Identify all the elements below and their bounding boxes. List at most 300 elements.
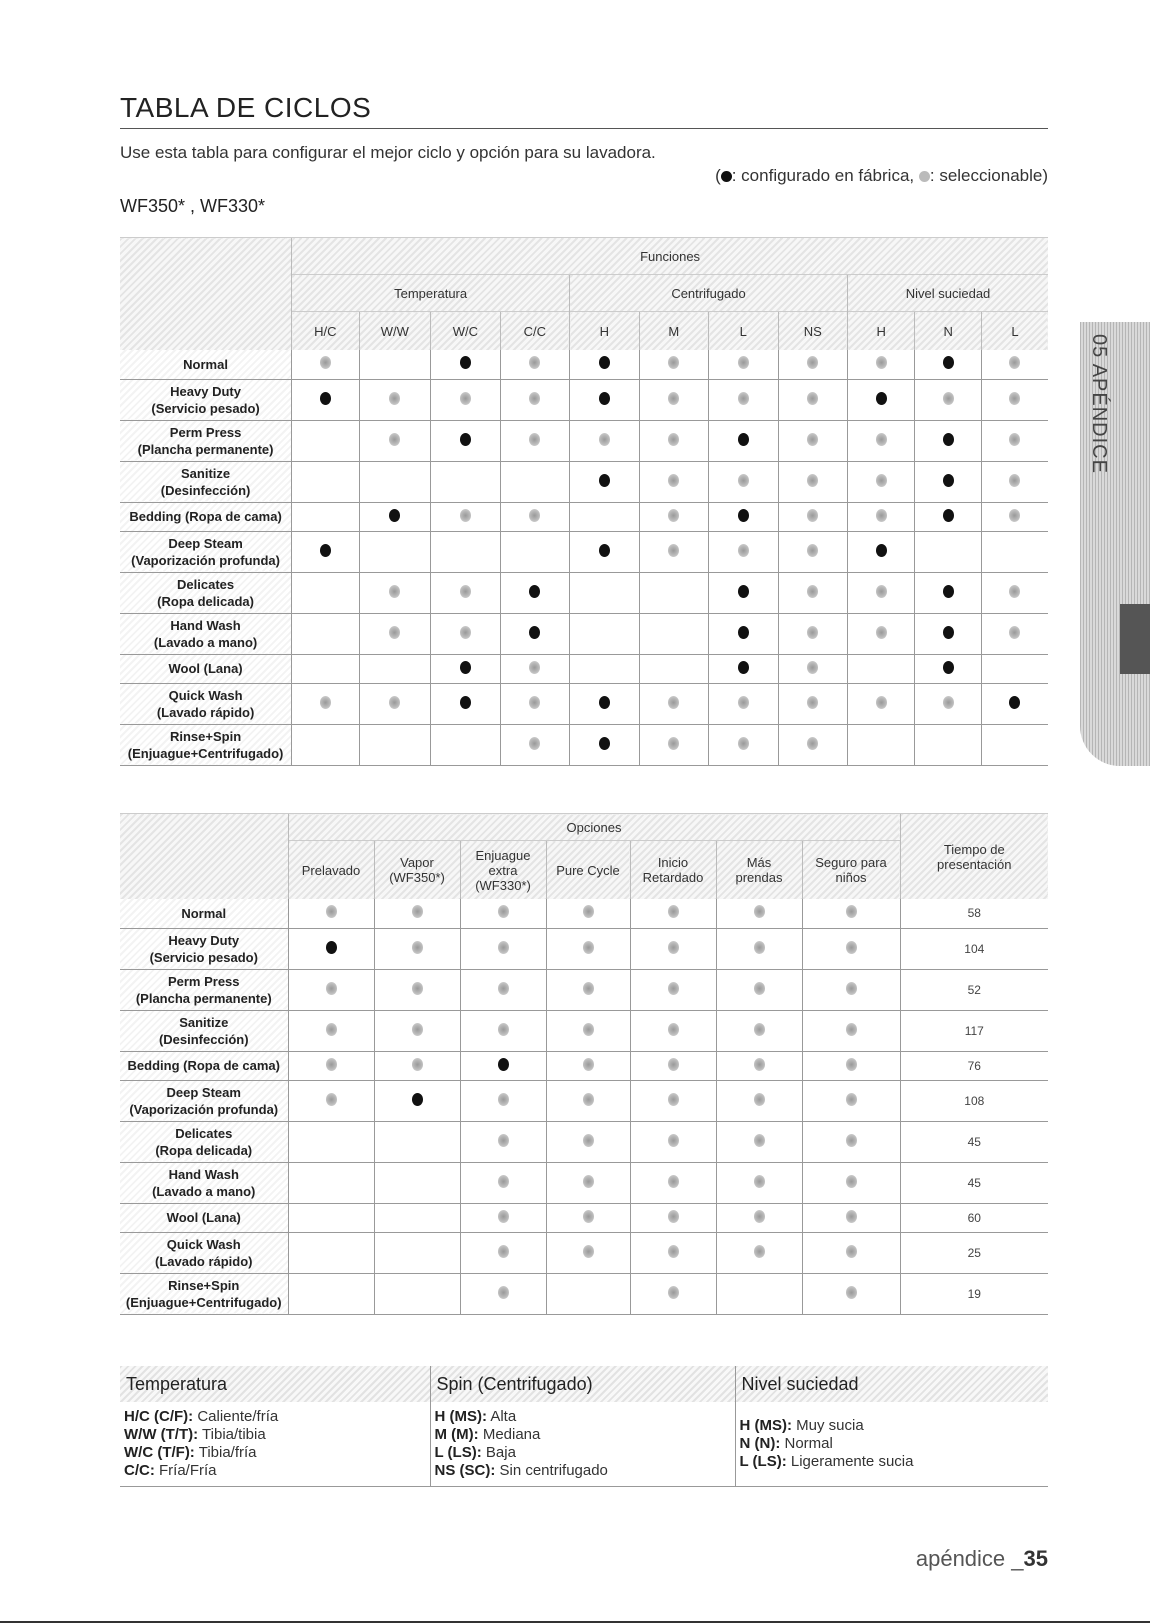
cycle-name-line: (Ropa delicada) [155,1142,253,1158]
key-abbreviation: NS (SC): [434,1462,496,1479]
selectable-dot-icon [1009,392,1020,405]
table-cell [546,1273,630,1314]
factory-setting-dot-icon [498,1058,509,1071]
table-cell [778,613,847,654]
table-cell [630,1010,716,1051]
table-cell [500,502,569,531]
option-column-header [630,841,716,900]
factory-setting-dot-icon [738,509,749,522]
cycle-time: 45 [900,1162,1048,1203]
key-meaning: Mediana [478,1426,541,1443]
cycle-name [120,572,292,613]
table-cell [570,683,639,724]
selectable-dot-icon [807,356,818,369]
cycle-name [120,1121,288,1162]
table-cell [288,1232,374,1273]
factory-setting-dot-icon [943,356,954,369]
table-cell [915,531,981,572]
table-cell [709,654,778,683]
selectable-dot-icon [876,696,887,709]
selectable-dot-icon [412,982,423,995]
cycle-name-line: Quick Wash [166,1236,241,1252]
table-cell [570,379,639,420]
selectable-dot-icon [326,1023,337,1036]
selectable-dot-icon [668,474,679,487]
table-row [120,1051,1048,1080]
cycle-name [120,1051,288,1080]
group-header: Opciones [288,814,900,841]
key-abbreviation: H (MS): [739,1417,792,1434]
table-cell [802,1203,900,1232]
selectable-dot-icon [668,509,679,522]
column-header: C/C [500,312,569,351]
table-cell [981,613,1048,654]
factory-setting-dot-icon [738,661,749,674]
cycle-name-line: (Enjuague+Centrifugado) [127,745,284,761]
table-cell [981,531,1048,572]
cycle-name-line: Sanitize [181,465,231,481]
table-cell [292,461,359,502]
table-cell [500,420,569,461]
table-cell [359,502,431,531]
factory-setting-dot-icon [529,626,540,639]
table-cell [981,461,1048,502]
selectable-dot-icon [807,433,818,446]
table-cell [630,1232,716,1273]
cycle-name-line: Rinse+Spin [169,728,242,744]
key-abbreviation: H (MS): [434,1408,487,1425]
cycle-name-line: Heavy Duty [170,383,241,399]
cycle-name [120,420,292,461]
table-cell [639,350,708,379]
table-row [120,379,1048,420]
option-header-line: Prelavado [301,862,361,878]
table-cell [639,379,708,420]
selectable-dot-icon [668,1023,679,1036]
selectable-dot-icon [529,737,540,750]
selectable-dot-icon [412,1058,423,1071]
table-cell [709,572,778,613]
table-row [120,1080,1048,1121]
selectable-dot-icon [807,737,818,750]
table-corner [120,814,288,900]
table-cell [359,724,431,765]
selectable-dot-icon [583,1210,594,1223]
selectable-dot-icon [412,941,423,954]
table-cell [630,969,716,1010]
table-cell [709,461,778,502]
table-cell [374,1162,460,1203]
table-cell [915,572,981,613]
selectable-dot-icon [583,1023,594,1036]
selectable-dot-icon [498,1023,509,1036]
selectable-dot-icon [1009,356,1020,369]
table-cell [802,1162,900,1203]
table-cell [570,724,639,765]
selectable-dot-icon [498,1175,509,1188]
table-cell [546,928,630,969]
table-cell [630,1080,716,1121]
table-cell [802,1051,900,1080]
key-abbreviation: W/W (T/T): [124,1426,199,1443]
table-cell [709,420,778,461]
table-cell [460,1051,546,1080]
selectable-dot-icon [389,433,400,446]
option-column-header [460,841,546,900]
key-abbreviation: N (N): [739,1435,781,1452]
table-cell [802,969,900,1010]
table-cell [630,1273,716,1314]
cycle-name-line: Bedding (Ropa de cama) [129,509,282,524]
table-cell [848,572,915,613]
cycle-name-line: Normal [181,905,227,921]
selectable-dot-icon [460,392,471,405]
selectable-dot-icon [846,1286,857,1299]
table-cell [639,613,708,654]
table-cell [359,461,431,502]
selectable-dot-icon [529,433,540,446]
selectable-dot-icon [668,905,679,918]
cycle-name-line: (Ropa delicada) [157,593,254,609]
table-cell [915,350,981,379]
table-cell [802,1080,900,1121]
selectable-dot-icon [807,585,818,598]
legend-open: ( [715,166,721,185]
selectable-dot-icon [919,171,930,182]
factory-setting-dot-icon [738,626,749,639]
table-cell [374,928,460,969]
table-cell [778,654,847,683]
table-cell [500,654,569,683]
factory-setting-dot-icon [599,544,610,557]
factory-setting-dot-icon [943,509,954,522]
column-header: M [639,312,708,351]
table-cell [639,724,708,765]
table-cell [802,1121,900,1162]
selectable-dot-icon [389,585,400,598]
table-cell [546,899,630,928]
cycle-time: 108 [900,1080,1048,1121]
column-header: W/C [431,312,500,351]
selectable-dot-icon [668,737,679,750]
table-cell [292,379,359,420]
selectable-dot-icon [668,1134,679,1147]
selectable-dot-icon [1009,626,1020,639]
key-meaning: Tibia/fría [194,1444,257,1461]
table-row [120,613,1048,654]
table-cell [288,899,374,928]
table-cell [778,350,847,379]
selectable-dot-icon [498,941,509,954]
table-cell [292,420,359,461]
key-meaning: Ligeramente sucia [786,1453,914,1470]
cycle-time: 60 [900,1203,1048,1232]
key-abbreviation: H/C (C/F): [124,1408,194,1425]
cycle-name-line: (Servicio pesado) [151,400,260,416]
key-column [430,1402,735,1487]
selectable-dot-icon [876,474,887,487]
option-column-header [374,841,460,900]
table-cell [288,1121,374,1162]
table-cell [802,1273,900,1314]
table-cell [546,1232,630,1273]
table-cell [546,1121,630,1162]
table-cell [431,572,500,613]
table-cell [915,502,981,531]
selectable-dot-icon [599,433,610,446]
cycle-name-line: Wool (Lana) [166,1210,241,1225]
subgroup-header: Centrifugado [570,275,848,312]
cycle-time: 104 [900,928,1048,969]
selectable-dot-icon [1009,585,1020,598]
selectable-dot-icon [738,737,749,750]
table-cell [460,899,546,928]
factory-setting-dot-icon [738,433,749,446]
table-cell [292,654,359,683]
table-cell [570,420,639,461]
table-cell [288,1273,374,1314]
table-row [120,1162,1048,1203]
page-footer [916,1546,1048,1572]
cycle-name-line: Hand Wash [170,617,241,633]
table-cell [292,572,359,613]
option-header-line: Pure Cycle [556,862,620,878]
table-cell [630,928,716,969]
cycle-name-line: (Desinfección) [160,482,251,498]
table-cell [500,379,569,420]
table-cell [292,683,359,724]
key-abbreviation: L (LS): [739,1453,787,1470]
selectable-dot-icon [412,1023,423,1036]
cycle-name-line: (Servicio pesado) [149,949,258,965]
table-cell [915,683,981,724]
cycle-name-line: Quick Wash [168,687,243,703]
table-cell [848,350,915,379]
selectable-dot-icon [754,941,765,954]
cycle-name [120,928,288,969]
table-cell [716,1203,802,1232]
option-header-line: niños [835,870,867,885]
chapter-side-label: 05 APÉNDICE [1088,334,1110,474]
selectable-dot-icon [668,1058,679,1071]
selectable-dot-icon [668,392,679,405]
factory-setting-dot-icon [320,544,331,557]
selectable-dot-icon [498,1286,509,1299]
table-cell [500,350,569,379]
cycle-name [120,1162,288,1203]
subgroup-header: Temperatura [292,275,570,312]
table-cell [639,531,708,572]
table-cell [639,461,708,502]
table-cell [716,969,802,1010]
selectable-dot-icon [754,1175,765,1188]
cycle-name-line: (Desinfección) [158,1031,249,1047]
table-cell [359,531,431,572]
cycle-name-line: Wool (Lana) [168,661,243,676]
selectable-dot-icon [876,585,887,598]
table-cell [570,531,639,572]
selectable-dot-icon [876,356,887,369]
selectable-dot-icon [668,356,679,369]
key-header: Temperatura [120,1366,430,1402]
table-cell [848,531,915,572]
table-cell [981,654,1048,683]
selectable-dot-icon [498,905,509,918]
table-cell [716,1273,802,1314]
column-header: W/W [359,312,431,351]
selectable-dot-icon [460,626,471,639]
cycle-name [120,502,292,531]
cycle-time: 52 [900,969,1048,1010]
table-cell [288,969,374,1010]
table-cell [639,572,708,613]
table-cell [460,1162,546,1203]
selectable-dot-icon [583,1093,594,1106]
cycle-name-line: (Lavado a mano) [152,1183,256,1199]
selectable-dot-icon [583,905,594,918]
selectable-dot-icon [583,1134,594,1147]
key-abbreviation: W/C (T/F): [124,1444,195,1461]
table-cell [359,654,431,683]
cycle-time: 25 [900,1232,1048,1273]
table-cell [431,613,500,654]
table-cell [374,1080,460,1121]
table-cell [778,461,847,502]
option-header-line: (WF330*) [475,877,531,893]
legend-default-label: : configurado en fábrica, [731,166,915,185]
cycle-time: 19 [900,1273,1048,1314]
table-cell [570,502,639,531]
cycle-name-line: (Vaporización profunda) [131,552,280,568]
selectable-dot-icon [846,1245,857,1258]
selectable-dot-icon [498,1093,509,1106]
factory-setting-dot-icon [943,433,954,446]
table-cell [374,899,460,928]
key-header: Nivel suciedad [735,1366,1048,1402]
table-cell [630,1203,716,1232]
selectable-dot-icon [754,1093,765,1106]
selectable-dot-icon [943,696,954,709]
cycle-name [120,1273,288,1314]
cycle-name-line: Perm Press [167,973,240,989]
selectable-dot-icon [738,544,749,557]
bottom-rule [0,1621,1150,1623]
selectable-dot-icon [1009,474,1020,487]
cycle-time: 58 [900,899,1048,928]
selectable-dot-icon [460,585,471,598]
cycle-name-line: Heavy Duty [168,932,240,948]
table-cell [500,531,569,572]
selectable-dot-icon [738,356,749,369]
table-cell [915,654,981,683]
option-header-line: Seguro para [815,855,887,870]
table-cell [778,683,847,724]
selectable-dot-icon [738,474,749,487]
table-row [120,461,1048,502]
selectable-dot-icon [668,1210,679,1223]
selectable-dot-icon [320,696,331,709]
table-cell [460,969,546,1010]
table-cell [848,613,915,654]
table-cell [570,572,639,613]
table-cell [374,1051,460,1080]
factory-setting-dot-icon [326,941,337,954]
table-cell [460,1232,546,1273]
factory-setting-dot-icon [599,696,610,709]
key-meaning: Baja [481,1444,516,1461]
cycle-name-line: (Plancha permanente) [137,441,274,457]
table-cell [374,969,460,1010]
table-cell [431,350,500,379]
selectable-dot-icon [807,696,818,709]
table-cell [546,1203,630,1232]
table-row [120,969,1048,1010]
table-cell [639,502,708,531]
table-cell [431,379,500,420]
table-cell [716,1162,802,1203]
table-cell [716,1080,802,1121]
cycle-name-line: (Lavado rápido) [154,1253,253,1269]
option-header-line: Vapor [400,855,434,870]
key-meaning: Normal [780,1435,833,1452]
table-cell [359,350,431,379]
title-rule [120,128,1048,129]
table-row [120,1203,1048,1232]
table-cell [431,724,500,765]
selectable-dot-icon [738,392,749,405]
table-cell [359,572,431,613]
cycle-name [120,899,288,928]
side-tab-marker [1120,604,1150,674]
selectable-dot-icon [668,544,679,557]
table-row [120,654,1048,683]
cycle-name-line: (Lavado rápido) [156,704,255,720]
factory-setting-dot-icon [943,585,954,598]
table-cell [716,1232,802,1273]
option-column-header [546,841,630,900]
table-cell [630,1121,716,1162]
table-cell [431,531,500,572]
factory-setting-dot-icon [389,509,400,522]
selectable-dot-icon [807,474,818,487]
cycle-name-line: Delicates [175,1125,233,1141]
cycle-name-line: (Enjuague+Centrifugado) [125,1294,282,1310]
table-row [120,502,1048,531]
cycle-name [120,1010,288,1051]
table-cell [915,461,981,502]
table-cell [802,928,900,969]
table-cell [570,613,639,654]
key-abbreviation: L (LS): [434,1444,482,1461]
table-corner [120,238,292,351]
selectable-dot-icon [320,356,331,369]
table-row [120,531,1048,572]
table-cell [460,1010,546,1051]
table-cell [709,724,778,765]
table-cell [848,724,915,765]
table-cell [288,1203,374,1232]
table-row [120,1121,1048,1162]
table-cell [460,1080,546,1121]
selectable-dot-icon [807,661,818,674]
selectable-dot-icon [807,509,818,522]
selectable-dot-icon [498,1210,509,1223]
selectable-dot-icon [498,1134,509,1147]
factory-setting-dot-icon [943,626,954,639]
table-row [120,572,1048,613]
table-row [120,899,1048,928]
selectable-dot-icon [846,1023,857,1036]
